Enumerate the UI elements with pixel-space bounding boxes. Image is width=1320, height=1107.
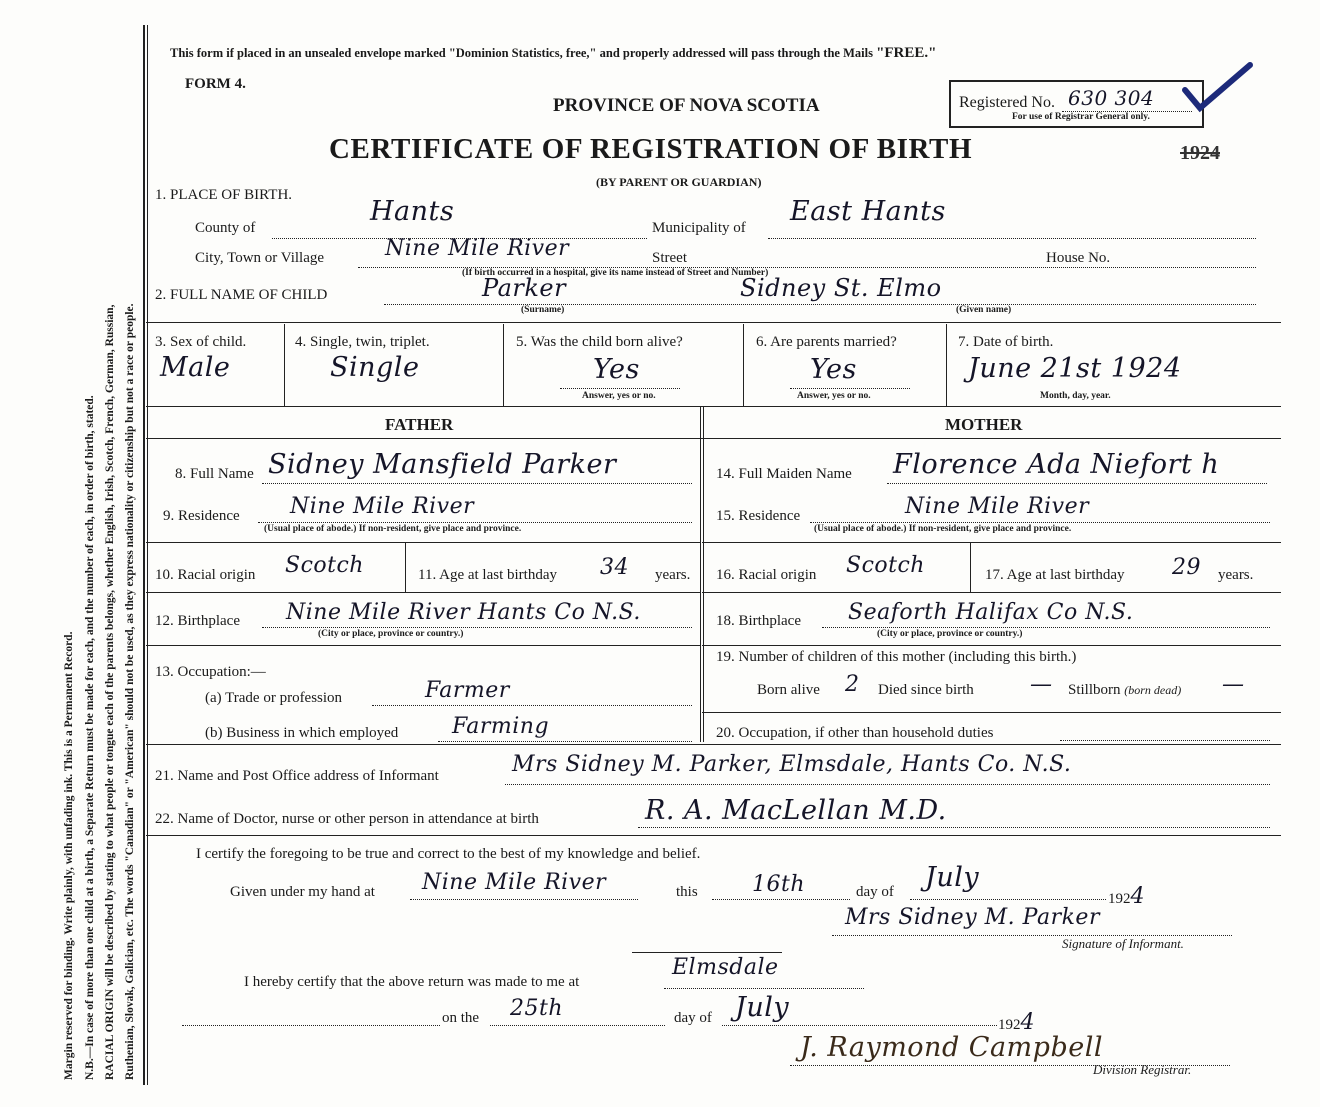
col-sep-4 [946,324,947,406]
father-bp-note: (City or place, province or country.) [318,629,464,639]
col-sep-2 [503,324,504,406]
certificate-subtitle: (BY PARENT OR GUARDIAN) [596,175,762,189]
city-label: City, Town or Village [195,250,325,266]
trade-line [372,705,692,706]
mother-div-4 [702,712,1281,713]
father-bp-line [262,627,692,628]
margin-note-4: Ruthenian, Slovak, Galician, etc. The words "Canadian" or "American" should not be used, as they express nationality or citizenship but not a race or people. [124,303,136,1080]
father-res-line [258,522,692,523]
dob-note: Month, day, year. [1040,391,1111,401]
father-name-line [262,483,692,484]
registrar-text: I hereby certify that the above return was made to me at [244,974,580,990]
business-label: (b) Business in which employed [205,725,399,741]
dob-value: June 21st 1924 [968,353,1182,384]
this-label: this [676,884,698,900]
married-value: Yes [810,354,857,385]
mother-occupation-label: 20. Occupation, if other than household duties [716,725,994,741]
margin-note-3: RACIAL ORIGIN will be described by stating to what people or tongue each of the parents belongs, whether English, Irish, Scotch, French, German, Russian, [104,304,116,1080]
certify-year [1108,884,1145,909]
alive-label: 5. Was the child born alive? [516,334,683,350]
col-sep-1 [284,324,285,406]
mail-notice-free: "FREE." [876,45,937,61]
mother-div-3 [702,645,1281,646]
informant-signature: Mrs Sidney M. Parker [845,905,1100,930]
child-name-line [384,304,1256,305]
mother-bp-value: Seaforth Halifax Co N.S. [848,600,1134,625]
died-value: — [1030,672,1053,697]
child-name-label: 2. FULL NAME OF CHILD [155,287,328,303]
registrar-left-line [182,1025,440,1026]
certify-day-line [712,899,850,900]
dob-label: 7. Date of birth. [958,334,1054,350]
doctor-value: R. A. MacLellan M.D. [645,795,947,826]
father-res-label: 9. Residence [163,508,240,524]
stillborn-value: — [1222,672,1245,697]
margin-note-2: N.B.—In case of more than one child at a birth, a Separate Return must be made for each, and the number of each, in order of birth, stated. [84,395,96,1080]
registrar-month-line [722,1025,997,1026]
mother-occupation-line [1060,740,1270,741]
father-div-3 [146,645,700,646]
father-age-label: 11. Age at last birthday [418,567,557,583]
certify-text: I certify the foregoing to be true and correct to the best of my knowledge and belief. [196,846,701,862]
doctor-label: 22. Name of Doctor, nurse or other person in attendance at birth [155,811,539,827]
registered-no-label: Registered No. [959,94,1055,111]
registrar-day: 25th [510,996,564,1021]
registrar-day-line [490,1025,665,1026]
mother-div-1 [702,542,1281,543]
mother-res-note: (Usual place of abode.) If non-resident, give place and province. [814,524,1072,534]
given-label: Given under my hand at [230,884,375,900]
certify-month: July [925,862,980,893]
mother-res-label: 15. Residence [716,508,801,524]
mother-race-value: Scotch [846,553,925,578]
hospital-note: (If birth occurred in a hospital, give its name instead of Street and Number) [462,268,769,278]
mother-div-2 [702,592,1281,593]
given-place-line [410,899,638,900]
registrar-title: Division Registrar. [1093,1062,1192,1077]
city-value: Nine Mile River [385,236,570,261]
plural-value: Single [330,352,420,383]
occupation-label: 13. Occupation:— [155,664,266,680]
father-age-value: 34 [600,555,629,580]
form-number: FORM 4. [185,76,246,92]
province-heading: PROVINCE OF NOVA SCOTIA [553,95,820,116]
mother-bp-note: (City or place, province or country.) [877,629,1023,639]
father-div-1 [146,542,700,543]
child-surname: Parker [482,274,567,302]
mother-name-value: Florence Ada Niefort h [893,449,1220,480]
divider-informant [146,744,1281,745]
children-label: 19. Number of children of this mother (including this birth.) [716,649,1077,665]
mother-bp-label: 18. Birthplace [716,613,801,629]
mother-res-value: Nine Mile River [905,494,1090,519]
stillborn-label [1068,682,1181,699]
divider-top [146,322,1281,323]
trade-value: Farmer [425,678,510,703]
child-given-name: Sidney St. Elmo [740,274,942,302]
mother-age-label: 17. Age at last birthday [985,567,1125,583]
mother-age-value: 29 [1172,555,1201,580]
certify-day: 16th [752,872,806,897]
born-alive-label: Born alive [757,682,820,698]
given-place: Nine Mile River [422,870,607,895]
father-name-value: Sidney Mansfield Parker [268,449,617,480]
born-alive-value: 2 [845,672,860,697]
plural-label: 4. Single, twin, triplet. [295,334,430,350]
check-mark-icon [1180,60,1260,130]
municipality-value: East Hants [790,196,946,227]
stillborn-text: Stillborn [1068,682,1121,698]
married-note: Answer, yes or no. [797,391,871,401]
mother-heading: MOTHER [945,415,1023,434]
certificate-title: CERTIFICATE OF REGISTRATION OF BIRTH [329,133,973,165]
county-label: County of [195,220,256,236]
signature-label: Signature of Informant. [1062,936,1184,951]
father-heading: FATHER [385,415,454,434]
registrar-note: For use of Registrar General only. [1012,112,1150,122]
municipality-line [768,238,1256,239]
mother-race-label: 16. Racial origin [716,567,817,583]
mother-bp-line [822,627,1270,628]
certify-year-digit: 4 [1130,884,1145,909]
father-race-value: Scotch [285,553,364,578]
divider-registrar [632,952,782,953]
doctor-line [638,827,1270,828]
municipality-label: Municipality of [652,220,746,236]
died-label: Died since birth [878,682,974,698]
sex-value: Male [160,352,231,383]
mother-name-label: 14. Full Maiden Name [716,466,852,482]
certify-year-prefix: 192 [1108,891,1131,907]
registrar-year-digit: 4 [1020,1010,1035,1035]
father-res-value: Nine Mile River [290,494,475,519]
married-label: 6. Are parents married? [756,334,897,350]
certify-month-line [910,899,1106,900]
informant-label: 21. Name and Post Office address of Informant [155,768,439,784]
registrar-day-of: day of [674,1010,712,1026]
place-heading: 1. PLACE OF BIRTH. [155,187,293,203]
mother-years: years. [1218,567,1254,583]
divider-parents [146,406,1281,407]
father-race-label: 10. Racial origin [155,567,256,583]
mother-name-line [887,483,1267,484]
street-label: Street [652,250,687,266]
form-left-border-inner [147,25,148,1085]
day-of-label: day of [856,884,894,900]
informant-value: Mrs Sidney M. Parker, Elmsdale, Hants Co. N.S. [512,752,1072,777]
margin-note-1: Margin reserved for binding. Write plainly, with unfading ink. This is a Permanent Record. [63,631,75,1080]
year-stamp: 1924 [1180,142,1220,164]
on-the-label: on the [442,1010,480,1026]
alive-line [560,388,680,389]
registrar-month: July [735,992,790,1023]
business-line [438,741,692,742]
father-div-2 [146,592,700,593]
alive-value: Yes [593,354,640,385]
trade-label: (a) Trade or profession [205,690,343,706]
registered-no-value: 630 304 [1068,86,1155,110]
father-bp-label: 12. Birthplace [155,613,240,629]
father-bp-value: Nine Mile River Hants Co N.S. [286,600,641,625]
married-line [790,388,910,389]
registrar-signature: J. Raymond Campbell [800,1032,1103,1063]
father-years: years. [655,567,691,583]
divider-heading [146,438,1281,439]
center-sep [700,406,704,742]
registrar-place-line [664,988,864,989]
business-value: Farming [452,714,550,739]
registrar-place: Elmsdale [672,955,779,980]
col-sep-3 [743,324,744,406]
mail-notice [170,45,936,62]
father-name-label: 8. Full Name [175,466,254,482]
father-res-note: (Usual place of abode.) If non-resident, give place and province. [264,524,522,534]
sex-label: 3. Sex of child. [155,334,247,350]
mother-res-line [810,522,1270,523]
given-name-note: (Given name) [956,305,1012,315]
mail-notice-text: This form if placed in an unsealed envelope marked "Dominion Statistics, free," and properly addressed will pass through the Mails [170,46,877,60]
registrar-year-prefix: 192 [998,1017,1021,1033]
stillborn-note: (born dead) [1124,683,1182,697]
house-label: House No. [1046,250,1111,266]
divider-certify [146,835,1281,836]
informant-line [505,784,1270,785]
county-value: Hants [370,196,455,227]
surname-note: (Surname) [521,305,565,315]
mother-race-sep [970,542,971,592]
alive-note: Answer, yes or no. [582,391,656,401]
form-left-border [143,25,145,1085]
father-race-sep [405,542,406,592]
